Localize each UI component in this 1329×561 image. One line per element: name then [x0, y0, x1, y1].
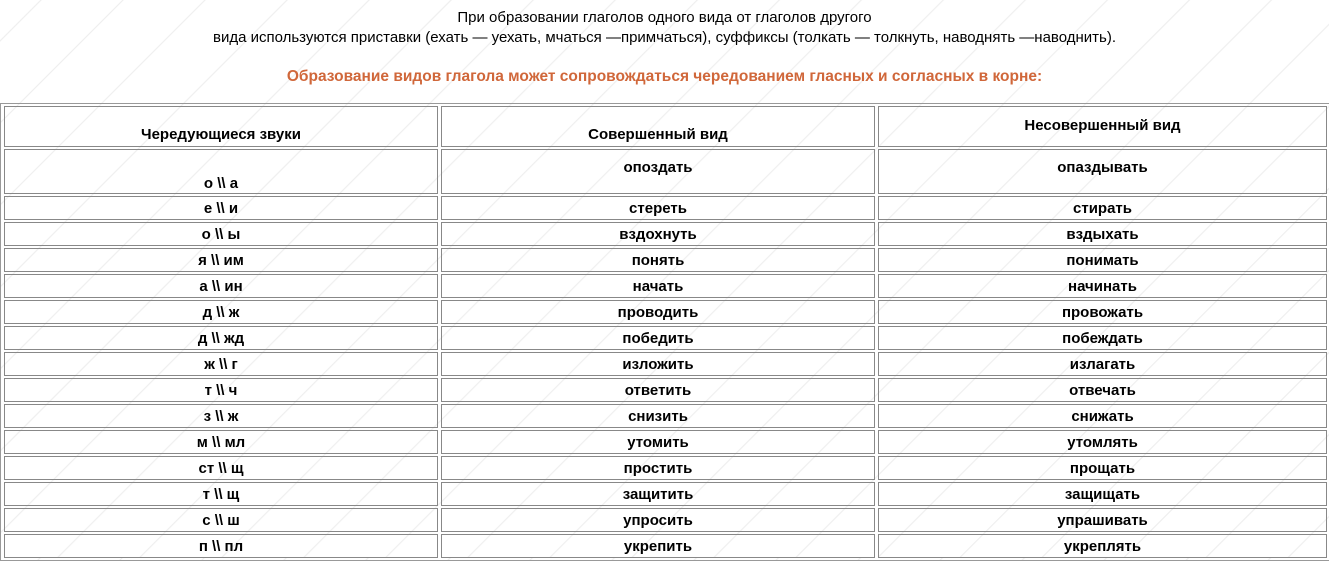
- cell-perfective: простить: [441, 456, 875, 480]
- table-row: [4, 430, 1327, 454]
- cell-perfective: понять: [441, 248, 875, 272]
- cell-imperfective: снижать: [878, 404, 1327, 428]
- cell-imperfective: защищать: [878, 482, 1327, 506]
- table-row: [4, 300, 1327, 324]
- table-row: [4, 222, 1327, 246]
- cell-sounds: п \\ пл: [4, 534, 438, 558]
- cell-perfective: утомить: [441, 430, 875, 454]
- table-header-row: [4, 106, 1327, 147]
- cell-perfective: ответить: [441, 378, 875, 402]
- verb-aspect-table: [0, 103, 1329, 561]
- cell-sounds: з \\ ж: [4, 404, 438, 428]
- table-row: [4, 508, 1327, 532]
- cell-perfective: упросить: [441, 508, 875, 532]
- cell-imperfective: понимать: [878, 248, 1327, 272]
- intro-line-1: При образовании глаголов одного вида от глаголов другого: [457, 9, 872, 26]
- cell-sounds: о \\ а: [4, 149, 438, 194]
- cell-perfective: стереть: [441, 196, 875, 220]
- cell-perfective: опоздать: [441, 149, 875, 194]
- cell-perfective: снизить: [441, 404, 875, 428]
- table-row: [4, 274, 1327, 298]
- cell-perfective: защитить: [441, 482, 875, 506]
- cell-sounds: д \\ жд: [4, 326, 438, 350]
- header-imperfective: Несовершенный вид: [878, 106, 1327, 147]
- cell-imperfective: прощать: [878, 456, 1327, 480]
- cell-imperfective: опаздывать: [878, 149, 1327, 194]
- table-row: [4, 482, 1327, 506]
- header-perfective: Совершенный вид: [441, 106, 875, 147]
- cell-sounds: ст \\ щ: [4, 456, 438, 480]
- cell-perfective: вздохнуть: [441, 222, 875, 246]
- cell-imperfective: отвечать: [878, 378, 1327, 402]
- table-row: [4, 534, 1327, 558]
- table-row: [4, 149, 1327, 194]
- cell-perfective: начать: [441, 274, 875, 298]
- table-row: [4, 352, 1327, 376]
- cell-sounds: я \\ им: [4, 248, 438, 272]
- cell-imperfective: укреплять: [878, 534, 1327, 558]
- table-row: [4, 456, 1327, 480]
- table-row: [4, 196, 1327, 220]
- cell-sounds: т \\ щ: [4, 482, 438, 506]
- intro-text: [0, 8, 1329, 48]
- cell-imperfective: начинать: [878, 274, 1327, 298]
- table-row: [4, 378, 1327, 402]
- cell-sounds: е \\ и: [4, 196, 438, 220]
- cell-imperfective: вздыхать: [878, 222, 1327, 246]
- cell-perfective: укрепить: [441, 534, 875, 558]
- table-row: [4, 404, 1327, 428]
- cell-imperfective: стирать: [878, 196, 1327, 220]
- cell-imperfective: излагать: [878, 352, 1327, 376]
- cell-sounds: т \\ ч: [4, 378, 438, 402]
- intro-line-2: вида используются приставки (ехать — уехать, мчаться —примчаться), суффиксы (толкать — толкнуть, наводнять —наводнить).: [212, 29, 1117, 46]
- cell-perfective: проводить: [441, 300, 875, 324]
- header-alternating-sounds: Чередующиеся звуки: [4, 106, 438, 147]
- cell-sounds: о \\ ы: [4, 222, 438, 246]
- cell-sounds: д \\ ж: [4, 300, 438, 324]
- cell-imperfective: провожать: [878, 300, 1327, 324]
- cell-imperfective: побеждать: [878, 326, 1327, 350]
- cell-perfective: изложить: [441, 352, 875, 376]
- table-row: [4, 248, 1327, 272]
- table-row: [4, 326, 1327, 350]
- cell-sounds: м \\ мл: [4, 430, 438, 454]
- cell-sounds: с \\ ш: [4, 508, 438, 532]
- cell-imperfective: упрашивать: [878, 508, 1327, 532]
- cell-perfective: победить: [441, 326, 875, 350]
- cell-sounds: а \\ ин: [4, 274, 438, 298]
- cell-sounds: ж \\ г: [4, 352, 438, 376]
- highlight-heading: Образование видов глагола может сопровождаться чередованием гласных и согласных в корне:: [286, 68, 1043, 85]
- cell-imperfective: утомлять: [878, 430, 1327, 454]
